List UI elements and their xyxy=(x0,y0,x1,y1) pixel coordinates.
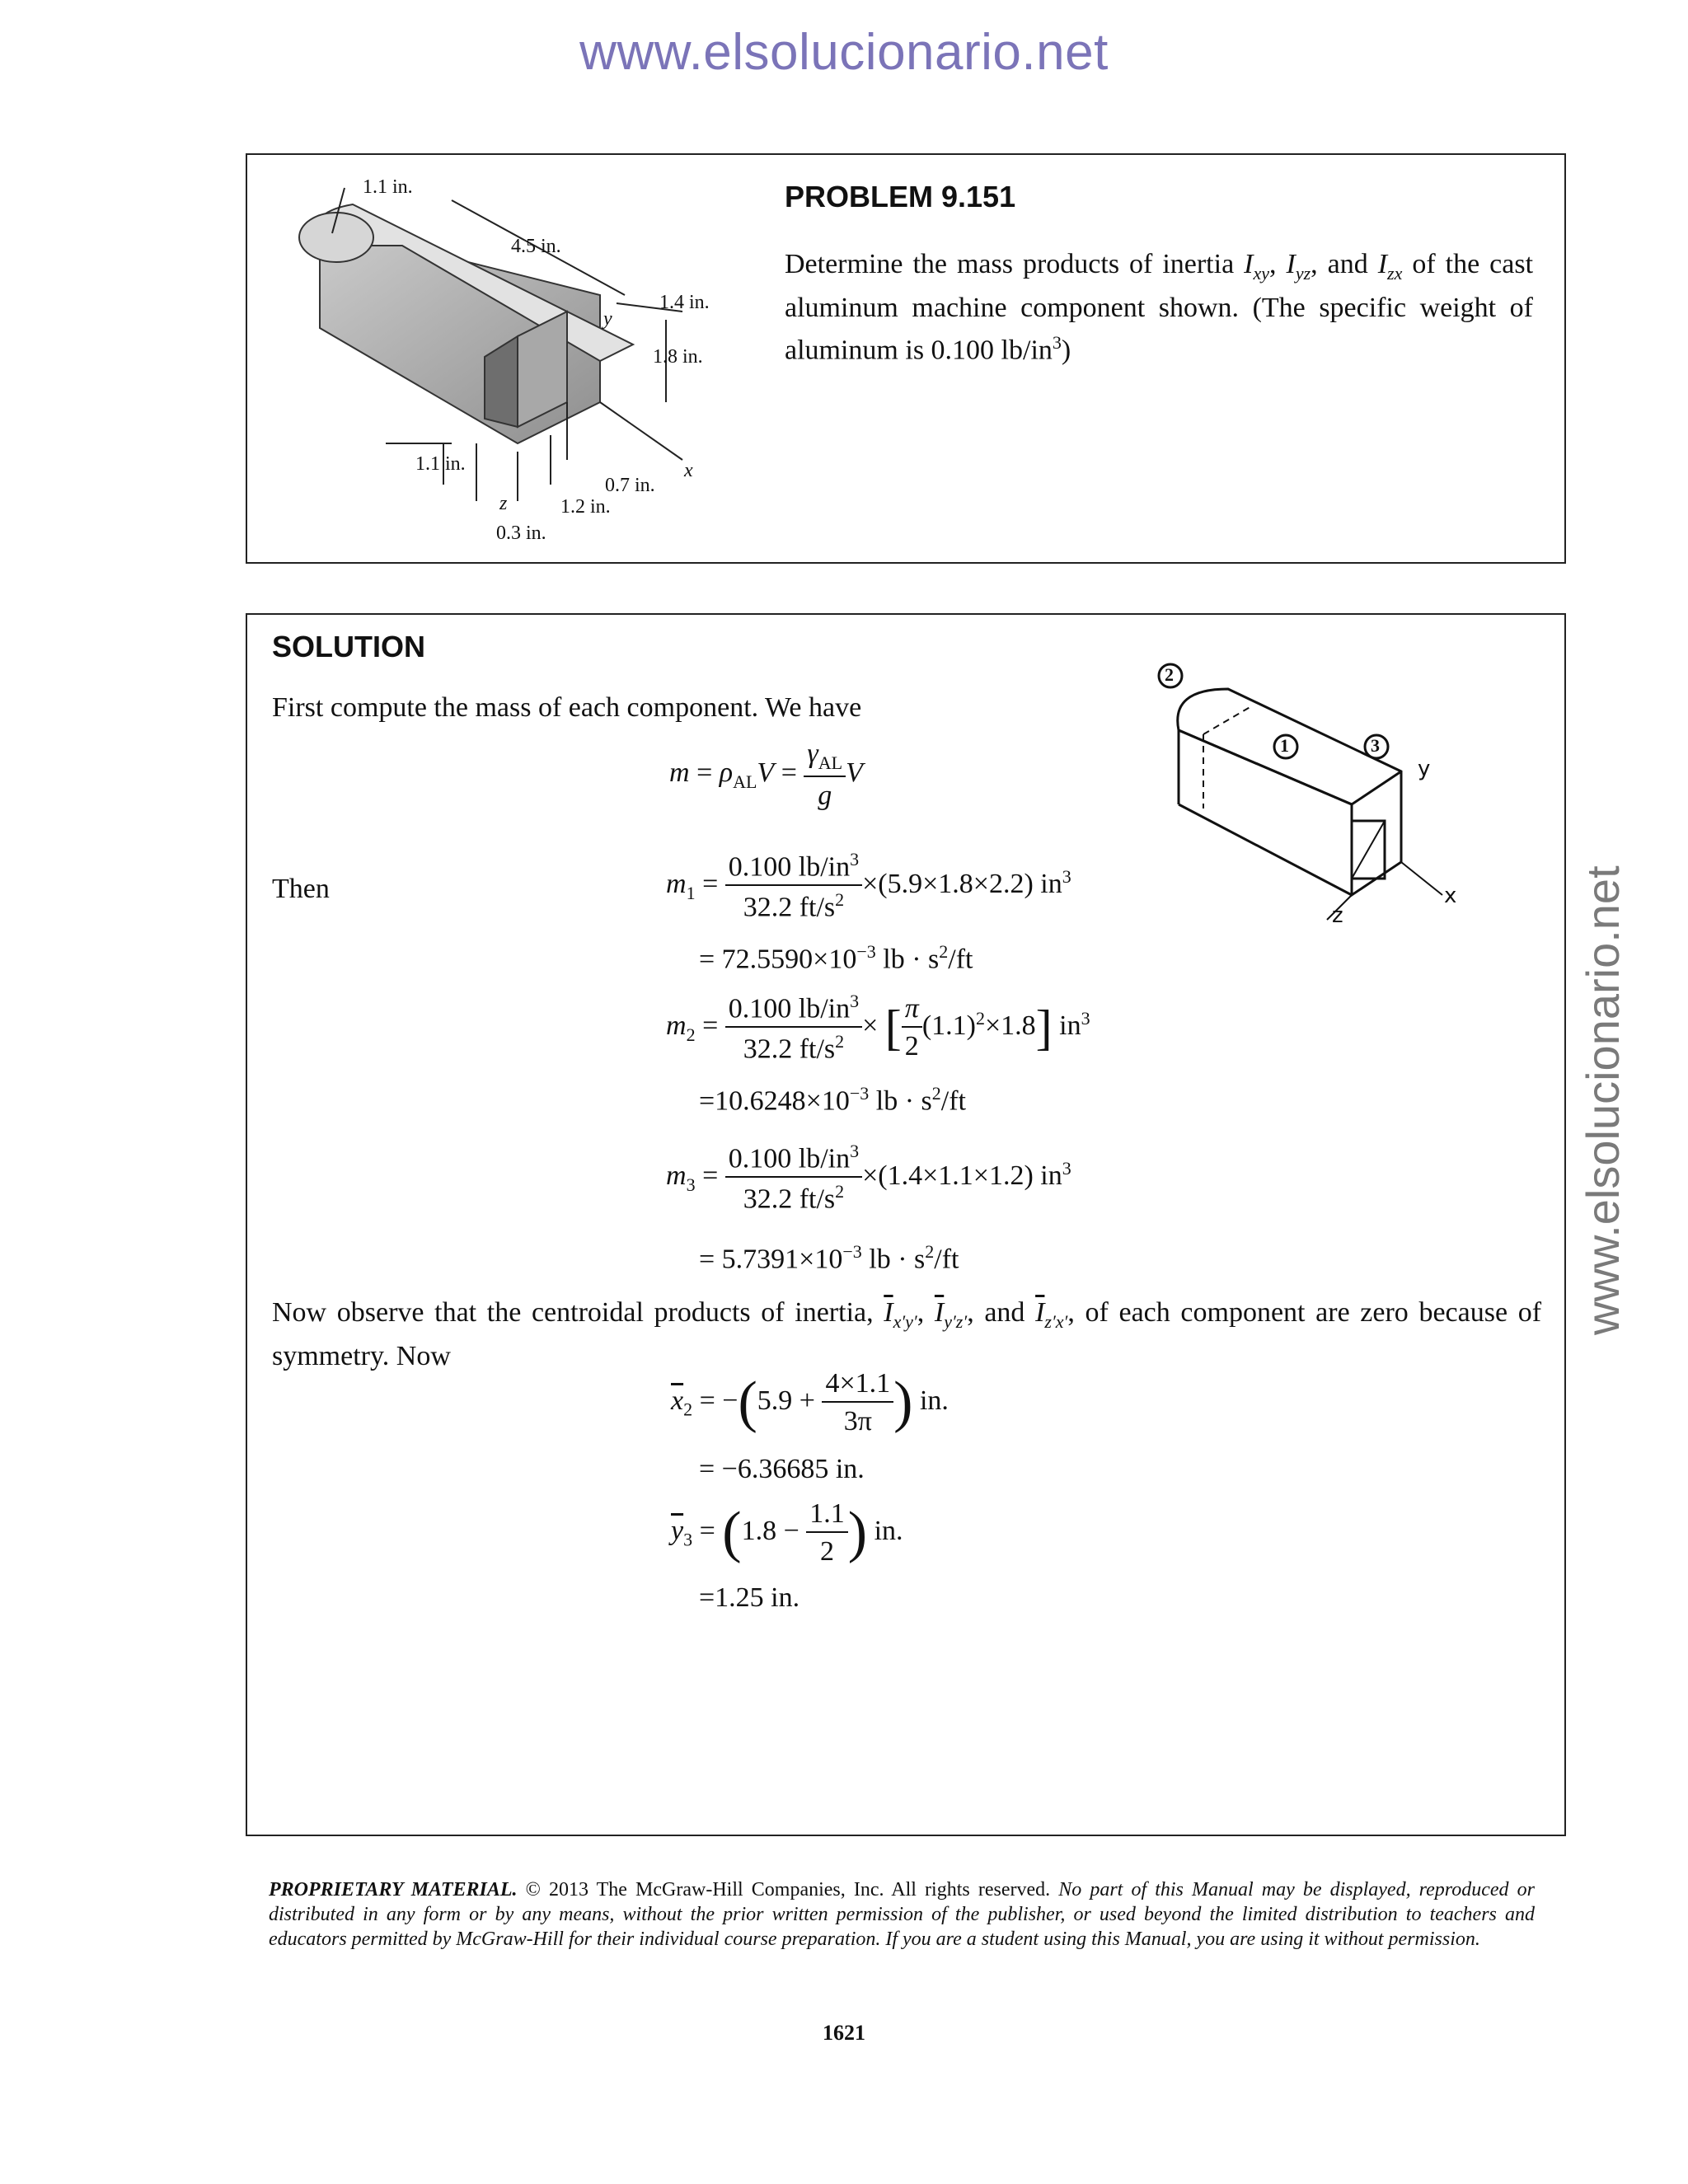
watermark-top[interactable]: www.elsolucionario.net xyxy=(579,24,1109,81)
page-number: 1621 xyxy=(823,2021,865,2045)
sketch-label: 2 xyxy=(1165,664,1174,685)
fig-label: 0.3 in. xyxy=(496,523,546,544)
fig-label: 1.2 in. xyxy=(560,496,611,518)
m2-result: $=10.6248\times 10^{-3}$ lb · $s^2/ft$ xyxy=(699,1083,966,1117)
y3-result: =1.25 in. xyxy=(699,1582,800,1613)
m1-equation: $m_1$ = $\frac{0.100 lb/in^3}{32.2 ft/s^2}$ ×(5.9×1.8×2.2) $in^3$ xyxy=(666,849,1071,923)
fig-label: 4.5 in. xyxy=(511,236,561,257)
fig-label: 1.1 in. xyxy=(363,176,413,198)
copyright-footer: PROPRIETARY MATERIAL. © 2013 The McGraw-Hill Companies, Inc. All rights reserved. No part of this Manual may be displayed, reproduced or distributed in any form or by any means, without the prior written permission of the publisher, or used beyond the limited distribution to teachers and educators permitted by McGraw-Hill for their individual course preparation. If you are a student using this Manual, you are using it without permission. xyxy=(269,1879,1535,1950)
mass-definition: $m = \rho_{AL}V$ = $\frac{\gamma_{AL}}{g}$ V xyxy=(669,738,863,811)
sketch-label: 1 xyxy=(1280,735,1289,756)
problem-title: PROBLEM 9.151 xyxy=(785,180,1016,213)
solution-title: SOLUTION xyxy=(272,630,425,663)
solution-box xyxy=(246,613,1566,1836)
solution-intro: First compute the mass of each component. We have xyxy=(272,692,862,723)
y3-equation: $\overline{y}_3 = (1.8$ − $\frac{1.1}{2}$ ) in. xyxy=(671,1498,903,1567)
m3-result: = $5.7391\times 10^{-3}$ lb · $s^2/ft$ xyxy=(699,1241,959,1275)
x2-equation: $\overline{x}_2 = -(5.9$ + $\frac{4\times 1.1}{3\pi}$ ) in. xyxy=(671,1368,949,1436)
fig-label: 1.1 in. xyxy=(415,453,466,475)
fig-label: 0.7 in. xyxy=(605,475,655,496)
m3-equation: $m_3$ = $\frac{0.100 lb/in^3}{32.2 ft/s^2}$ ×(1.4×1.1×1.2) $in^3$ xyxy=(666,1141,1071,1215)
fig-label: z xyxy=(499,493,508,514)
then-label: Then xyxy=(272,874,330,904)
fig-label: x xyxy=(684,460,693,481)
x2-result: = −6.36685 in. xyxy=(699,1454,865,1484)
sketch-label: z xyxy=(1332,903,1343,928)
problem-statement: Determine the mass products of inertia $I_{xy}$, $I_{yz}$, and $I_{zx}$ of the cast aluminum machine component shown. (The specific weight of aluminum is 0.100 $lb/in^3$) xyxy=(785,249,1534,366)
machine-component-figure xyxy=(254,155,715,559)
sketch-label: y xyxy=(1418,757,1431,781)
watermark-side: www.elsolucionario.net xyxy=(1577,865,1629,1335)
fig-label: 1.8 in. xyxy=(653,346,703,368)
component-sketch xyxy=(1154,656,1467,928)
fig-label: 1.4 in. xyxy=(659,292,710,313)
sketch-label: x xyxy=(1444,883,1457,908)
sketch-label: 3 xyxy=(1371,735,1380,756)
m2-equation: $m_2$ = $\frac{0.100 lb/in^3}{32.2 ft/s^2}$ × [ $\frac{\pi}{2}$ $(1.1)^2\times 1.8$] $in^3$ xyxy=(666,991,1090,1065)
problem-box xyxy=(246,153,1566,564)
fig-label: y xyxy=(603,308,612,330)
m1-result: = $72.5590\times 10^{-3}$ lb · $s^2/ft$ xyxy=(699,941,973,975)
symmetry-text: Now observe that the centroidal products of inertia, $\overline{I}_{x'y'}$, $\overline{I}_{y'z'}$, and $\overline{I}_{z'x'}$, of each component are zero because of symmetry. Now xyxy=(272,1297,1542,1371)
